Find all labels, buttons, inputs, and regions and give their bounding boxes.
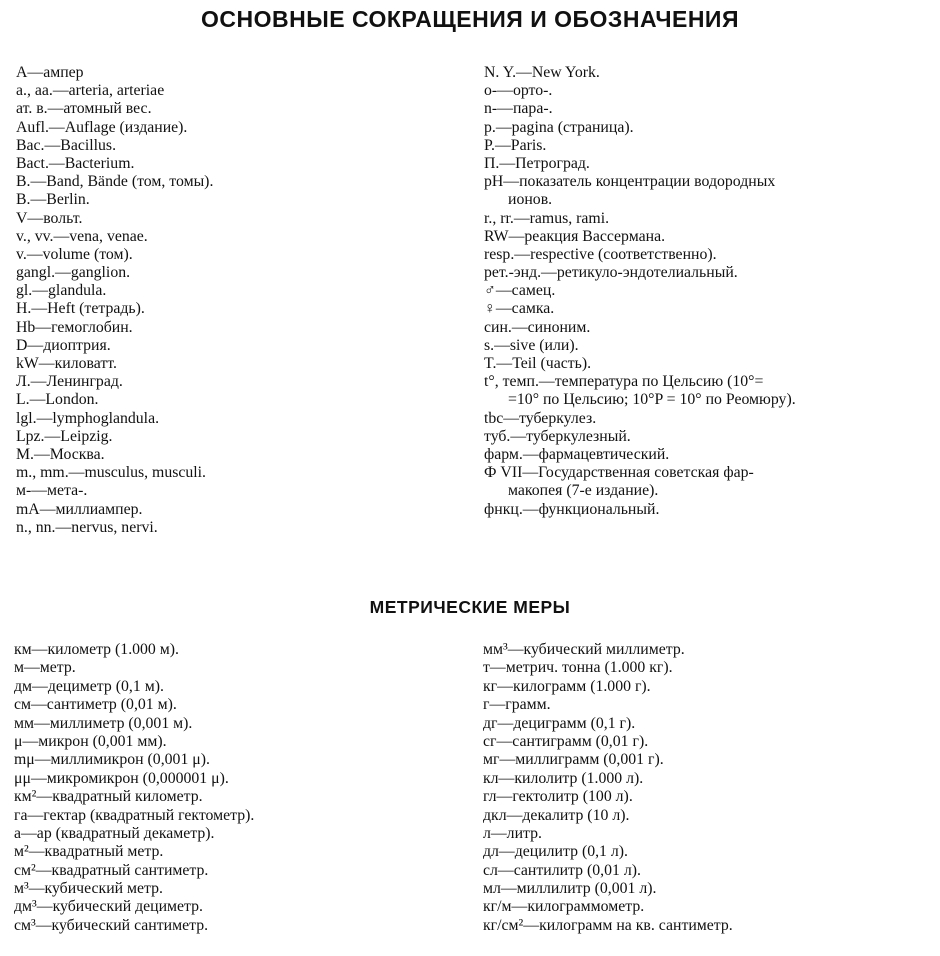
list-item: M.—Москва. xyxy=(16,445,105,463)
list-item: дг—дециграмм (0,1 г). xyxy=(483,714,636,732)
list-item: v., vv.—vena, venae. xyxy=(16,227,148,245)
list-item: мм³—кубический миллиметр. xyxy=(483,641,685,658)
list-item: мм—миллиметр (0,001 м). xyxy=(14,714,193,732)
list-item: P.—Paris. xyxy=(484,136,547,154)
list-item: gl.—glandula. xyxy=(16,282,107,300)
list-item: N. Y.—New York. xyxy=(484,64,600,81)
list-item: га—гектар (квадратный гектометр). xyxy=(14,806,255,824)
list-item: p.—pagina (страница). xyxy=(484,118,634,136)
list-item: L.—London. xyxy=(16,391,99,409)
list-item: фарм.—фармацевтический. xyxy=(484,445,670,463)
list-item: Bact.—Bacterium. xyxy=(16,154,135,172)
list-item: n-—пара-. xyxy=(484,100,553,118)
list-item: сл—сантилитр (0,01 л). xyxy=(483,861,641,879)
list-item: gangl.—ganglion. xyxy=(16,264,131,282)
list-item: lgl.—lymphoglandula. xyxy=(16,409,160,427)
list-item: Ф VII—Государственная советская фар- xyxy=(484,464,754,482)
list-item: Л.—Ленинград. xyxy=(16,373,123,391)
section-title-metric: МЕТРИЧЕСКИЕ МЕРЫ xyxy=(369,597,571,617)
metric-left-column xyxy=(14,641,254,935)
list-item: r., rr.—ramus, rami. xyxy=(484,209,610,227)
list-item: макопея (7-е издание). xyxy=(508,482,659,500)
list-item: л—литр. xyxy=(483,824,542,842)
list-item: м²—квадратный метр. xyxy=(14,843,164,861)
list-item: дм—дециметр (0,1 м). xyxy=(14,677,164,695)
list-item: ♀—самка. xyxy=(484,300,555,318)
list-item: мг—миллиграмм (0,001 г). xyxy=(483,751,664,769)
list-item: Bac.—Bacillus. xyxy=(16,136,117,154)
list-item: t°, темп.—температура по Цельсию (10°= xyxy=(484,373,764,391)
list-item: pH—показатель концентрации водородных xyxy=(484,173,776,191)
metric-right-column xyxy=(483,641,733,935)
list-item: рет.-энд.—ретикуло-эндотелиальный. xyxy=(484,264,738,282)
list-item: kW—киловатт. xyxy=(16,355,117,372)
list-item: tbc—туберкулез. xyxy=(484,409,597,427)
list-item: м³—кубический метр. xyxy=(14,880,164,898)
list-item: μμ—микромикрон (0,000001 μ). xyxy=(14,769,229,787)
list-item: дм³—кубический дециметр. xyxy=(14,898,203,916)
list-item: T.—Teil (часть). xyxy=(484,355,592,372)
list-item: г—грамм. xyxy=(483,696,551,714)
list-item: см³—кубический сантиметр. xyxy=(14,916,209,934)
list-item: v.—volume (том). xyxy=(16,245,133,263)
list-item: кг—килограмм (1.000 г). xyxy=(483,677,651,695)
list-item: кг/м—килограммометр. xyxy=(483,898,645,916)
list-item: т—метрич. тонна (1.000 кг). xyxy=(483,659,673,677)
list-item: m., mm.—musculus, musculi. xyxy=(16,464,207,482)
list-item: м—метр. xyxy=(14,659,76,677)
list-item: туб.—туберкулезный. xyxy=(484,427,631,445)
list-item: s.—sive (или). xyxy=(484,336,579,354)
list-item: см²—квадратный сантиметр. xyxy=(14,861,209,879)
list-item: Hb—гемоглобин. xyxy=(16,318,133,336)
list-item: ♂—самец. xyxy=(484,282,556,300)
list-item: км²—квадратный километр. xyxy=(14,788,203,806)
page-title: ОСНОВНЫЕ СОКРАЩЕНИЯ И ОБОЗНАЧЕНИЯ xyxy=(201,6,739,32)
list-item: V—вольт. xyxy=(16,209,83,227)
list-item: H.—Heft (тетрадь). xyxy=(16,300,145,318)
list-item: mA—миллиампер. xyxy=(16,500,143,518)
list-item: фнкц.—функциональный. xyxy=(484,500,660,518)
list-item: resp.—respective (соответственно). xyxy=(484,245,717,263)
list-item: B.—Band, Bände (том, томы). xyxy=(16,173,214,191)
list-item: см—сантиметр (0,01 м). xyxy=(14,696,177,714)
list-item: Aufl.—Auflage (издание). xyxy=(16,118,188,136)
list-item: Lpz.—Leipzig. xyxy=(16,427,113,445)
abbreviations-left-column xyxy=(16,64,213,537)
list-item: кг/см²—килограмм на кв. сантиметр. xyxy=(483,916,733,934)
list-item: RW—реакция Вассермана. xyxy=(484,227,666,245)
list-item: ат. в.—атомный вес. xyxy=(16,100,152,118)
list-item: μ—микрон (0,001 мм). xyxy=(14,732,167,750)
list-item: mμ—миллимикрон (0,001 μ). xyxy=(14,751,210,769)
list-item: дл—децилитр (0,1 л). xyxy=(483,843,629,861)
list-item: П.—Петроград. xyxy=(484,154,590,172)
list-item: мл—миллилитр (0,001 л). xyxy=(483,880,657,898)
list-item: A—ампер xyxy=(16,64,84,81)
list-item: ионов. xyxy=(508,191,553,209)
list-item: м-—мета-. xyxy=(16,482,88,500)
list-item: а—ар (квадратный декаметр). xyxy=(14,824,215,842)
list-item: =10° по Цельсию; 10°P = 10° по Реомюру). xyxy=(508,391,796,409)
list-item: сг—сантиграмм (0,01 г). xyxy=(483,732,649,750)
list-item: гл—гектолитр (100 л). xyxy=(483,788,633,806)
list-item: дкл—декалитр (10 л). xyxy=(483,806,630,824)
abbreviations-right-column xyxy=(484,64,796,519)
list-item: a., aa.—arteria, arteriae xyxy=(16,82,165,100)
list-item: км—километр (1.000 м). xyxy=(14,641,179,658)
list-item: o-—орто-. xyxy=(484,82,553,100)
list-item: n., nn.—nervus, nervi. xyxy=(16,518,158,536)
list-item: B.—Berlin. xyxy=(16,191,90,209)
list-item: D—диоптрия. xyxy=(16,336,111,354)
list-item: кл—килолитр (1.000 л). xyxy=(483,769,644,787)
list-item: син.—синоним. xyxy=(484,318,591,336)
